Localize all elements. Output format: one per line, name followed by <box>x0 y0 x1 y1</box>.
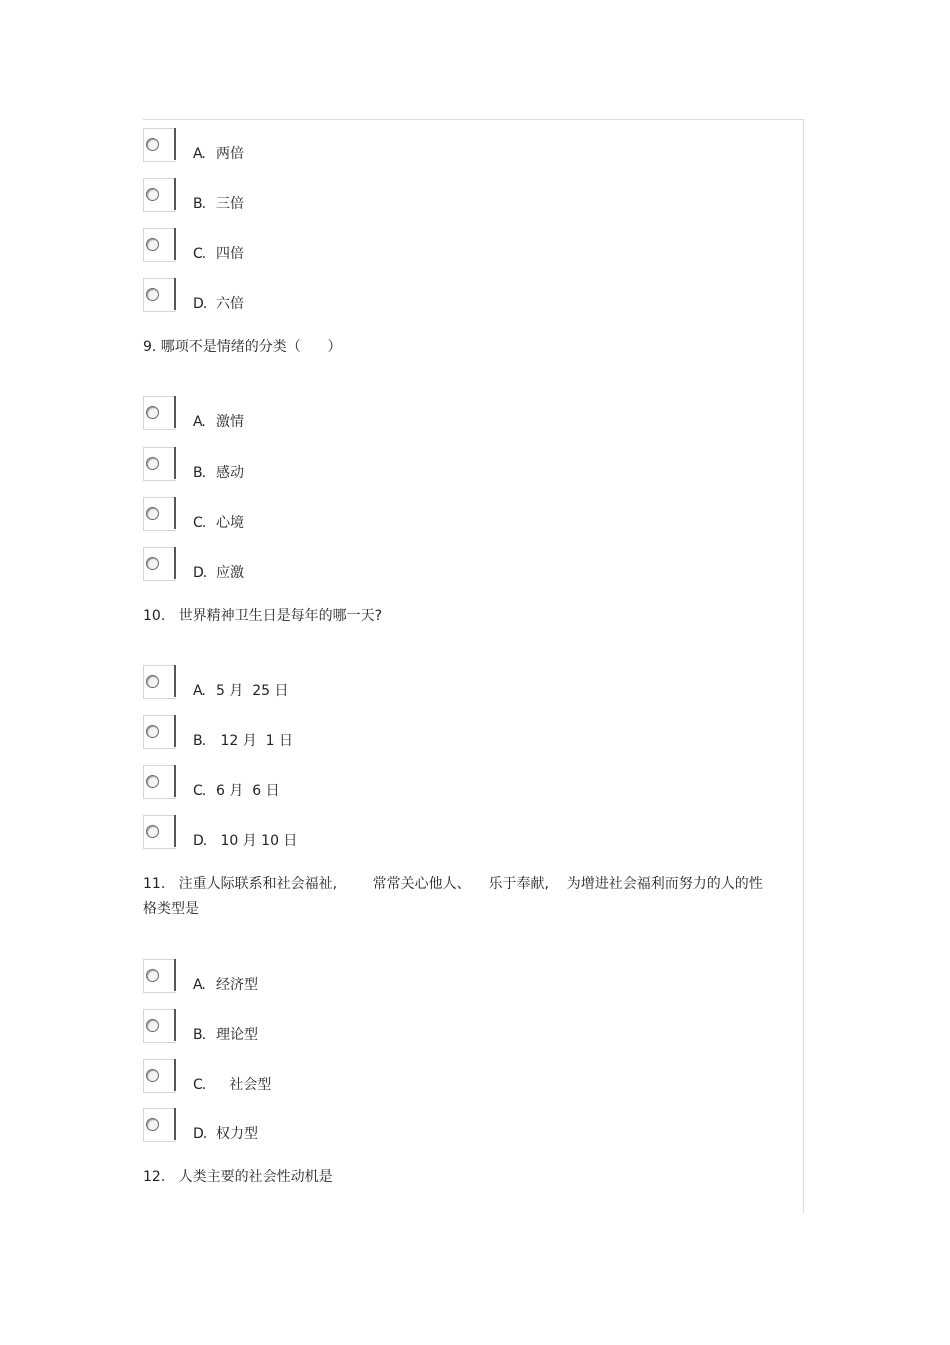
radio-circle-icon[interactable] <box>146 725 159 738</box>
q9-option-a[interactable] <box>143 396 743 430</box>
radio-circle-icon[interactable] <box>146 457 159 470</box>
option-text: 六倍 <box>216 296 244 312</box>
q8-option-d[interactable] <box>143 278 743 312</box>
q8-option-c[interactable] <box>143 228 743 262</box>
radio-button[interactable] <box>143 228 176 262</box>
radio-circle-icon[interactable] <box>146 675 159 688</box>
radio-circle-icon[interactable] <box>146 138 159 151</box>
option-text: 两倍 <box>216 146 244 162</box>
option-text: 四倍 <box>216 246 244 262</box>
q11-option-c[interactable] <box>143 1059 743 1093</box>
q10-title: 10. 世界精神卫生日是每年的哪一天? <box>143 608 383 624</box>
option-letter: C. <box>193 246 206 262</box>
q11-title-line2: 格类型是 <box>143 901 199 917</box>
radio-button[interactable] <box>143 765 176 799</box>
radio-circle-icon[interactable] <box>146 557 159 570</box>
option-text: 感动 <box>216 465 244 481</box>
option-letter: D. <box>193 296 207 312</box>
radio-button[interactable] <box>143 547 176 581</box>
option-text: 12 月 1 日 <box>216 733 293 749</box>
option-letter: C. <box>193 515 206 531</box>
radio-circle-icon[interactable] <box>146 288 159 301</box>
radio-button[interactable] <box>143 815 176 849</box>
option-text: 5 月 25 日 <box>216 683 289 699</box>
option-text: 理论型 <box>216 1027 258 1043</box>
q9-option-c[interactable] <box>143 497 743 531</box>
option-letter: A. <box>193 146 205 162</box>
radio-circle-icon[interactable] <box>146 775 159 788</box>
radio-button[interactable] <box>143 1059 176 1093</box>
q10-option-c[interactable] <box>143 765 743 799</box>
radio-circle-icon[interactable] <box>146 188 159 201</box>
option-text: 6 月 6 日 <box>216 783 280 799</box>
option-text: 心境 <box>216 515 244 531</box>
radio-circle-icon[interactable] <box>146 1019 159 1032</box>
option-text: 10 月 10 日 <box>216 833 298 849</box>
q8-option-b[interactable] <box>143 178 743 212</box>
radio-button[interactable] <box>143 1108 176 1142</box>
option-text: 经济型 <box>216 977 258 993</box>
radio-circle-icon[interactable] <box>146 1069 159 1082</box>
radio-circle-icon[interactable] <box>146 406 159 419</box>
radio-button[interactable] <box>143 447 176 481</box>
option-text: 三倍 <box>216 196 244 212</box>
q9-option-b[interactable] <box>143 447 743 481</box>
option-text: 权力型 <box>216 1126 258 1142</box>
option-letter: B. <box>193 465 206 481</box>
radio-button[interactable] <box>143 715 176 749</box>
q10-option-b[interactable] <box>143 715 743 749</box>
q11-option-a[interactable] <box>143 959 743 993</box>
q9-title: 9. 哪项不是情绪的分类（ ） <box>143 339 342 355</box>
option-letter: B. <box>193 196 206 212</box>
option-text: 应激 <box>216 565 244 581</box>
option-letter: A. <box>193 683 205 699</box>
radio-circle-icon[interactable] <box>146 238 159 251</box>
option-text: 社会型 <box>216 1077 272 1093</box>
radio-circle-icon[interactable] <box>146 507 159 520</box>
option-text: 激情 <box>216 414 244 430</box>
q10-option-d[interactable] <box>143 815 743 849</box>
q11-option-b[interactable] <box>143 1009 743 1043</box>
q11-title-line1: 11. 注重人际联系和社会福祉, 常常关心他人、 乐于奉献, 为增进社会福利而努力的人的性 <box>143 876 763 892</box>
q9-option-d[interactable] <box>143 547 743 581</box>
option-letter: D. <box>193 565 207 581</box>
option-letter: A. <box>193 977 205 993</box>
option-letter: B. <box>193 733 206 749</box>
radio-button[interactable] <box>143 178 176 212</box>
radio-circle-icon[interactable] <box>146 1118 159 1131</box>
q8-option-a[interactable] <box>143 128 743 162</box>
radio-button[interactable] <box>143 959 176 993</box>
option-letter: D. <box>193 833 207 849</box>
q11-option-d[interactable] <box>143 1108 743 1142</box>
radio-button[interactable] <box>143 278 176 312</box>
radio-circle-icon[interactable] <box>146 825 159 838</box>
option-letter: C. <box>193 1077 206 1093</box>
q10-option-a[interactable] <box>143 665 743 699</box>
radio-button[interactable] <box>143 497 176 531</box>
radio-button[interactable] <box>143 665 176 699</box>
option-letter: D. <box>193 1126 207 1142</box>
option-letter: A. <box>193 414 205 430</box>
radio-circle-icon[interactable] <box>146 969 159 982</box>
option-letter: C. <box>193 783 206 799</box>
radio-button[interactable] <box>143 396 176 430</box>
q12-title: 12. 人类主要的社会性动机是 <box>143 1169 333 1185</box>
option-letter: B. <box>193 1027 206 1043</box>
radio-button[interactable] <box>143 128 176 162</box>
radio-button[interactable] <box>143 1009 176 1043</box>
